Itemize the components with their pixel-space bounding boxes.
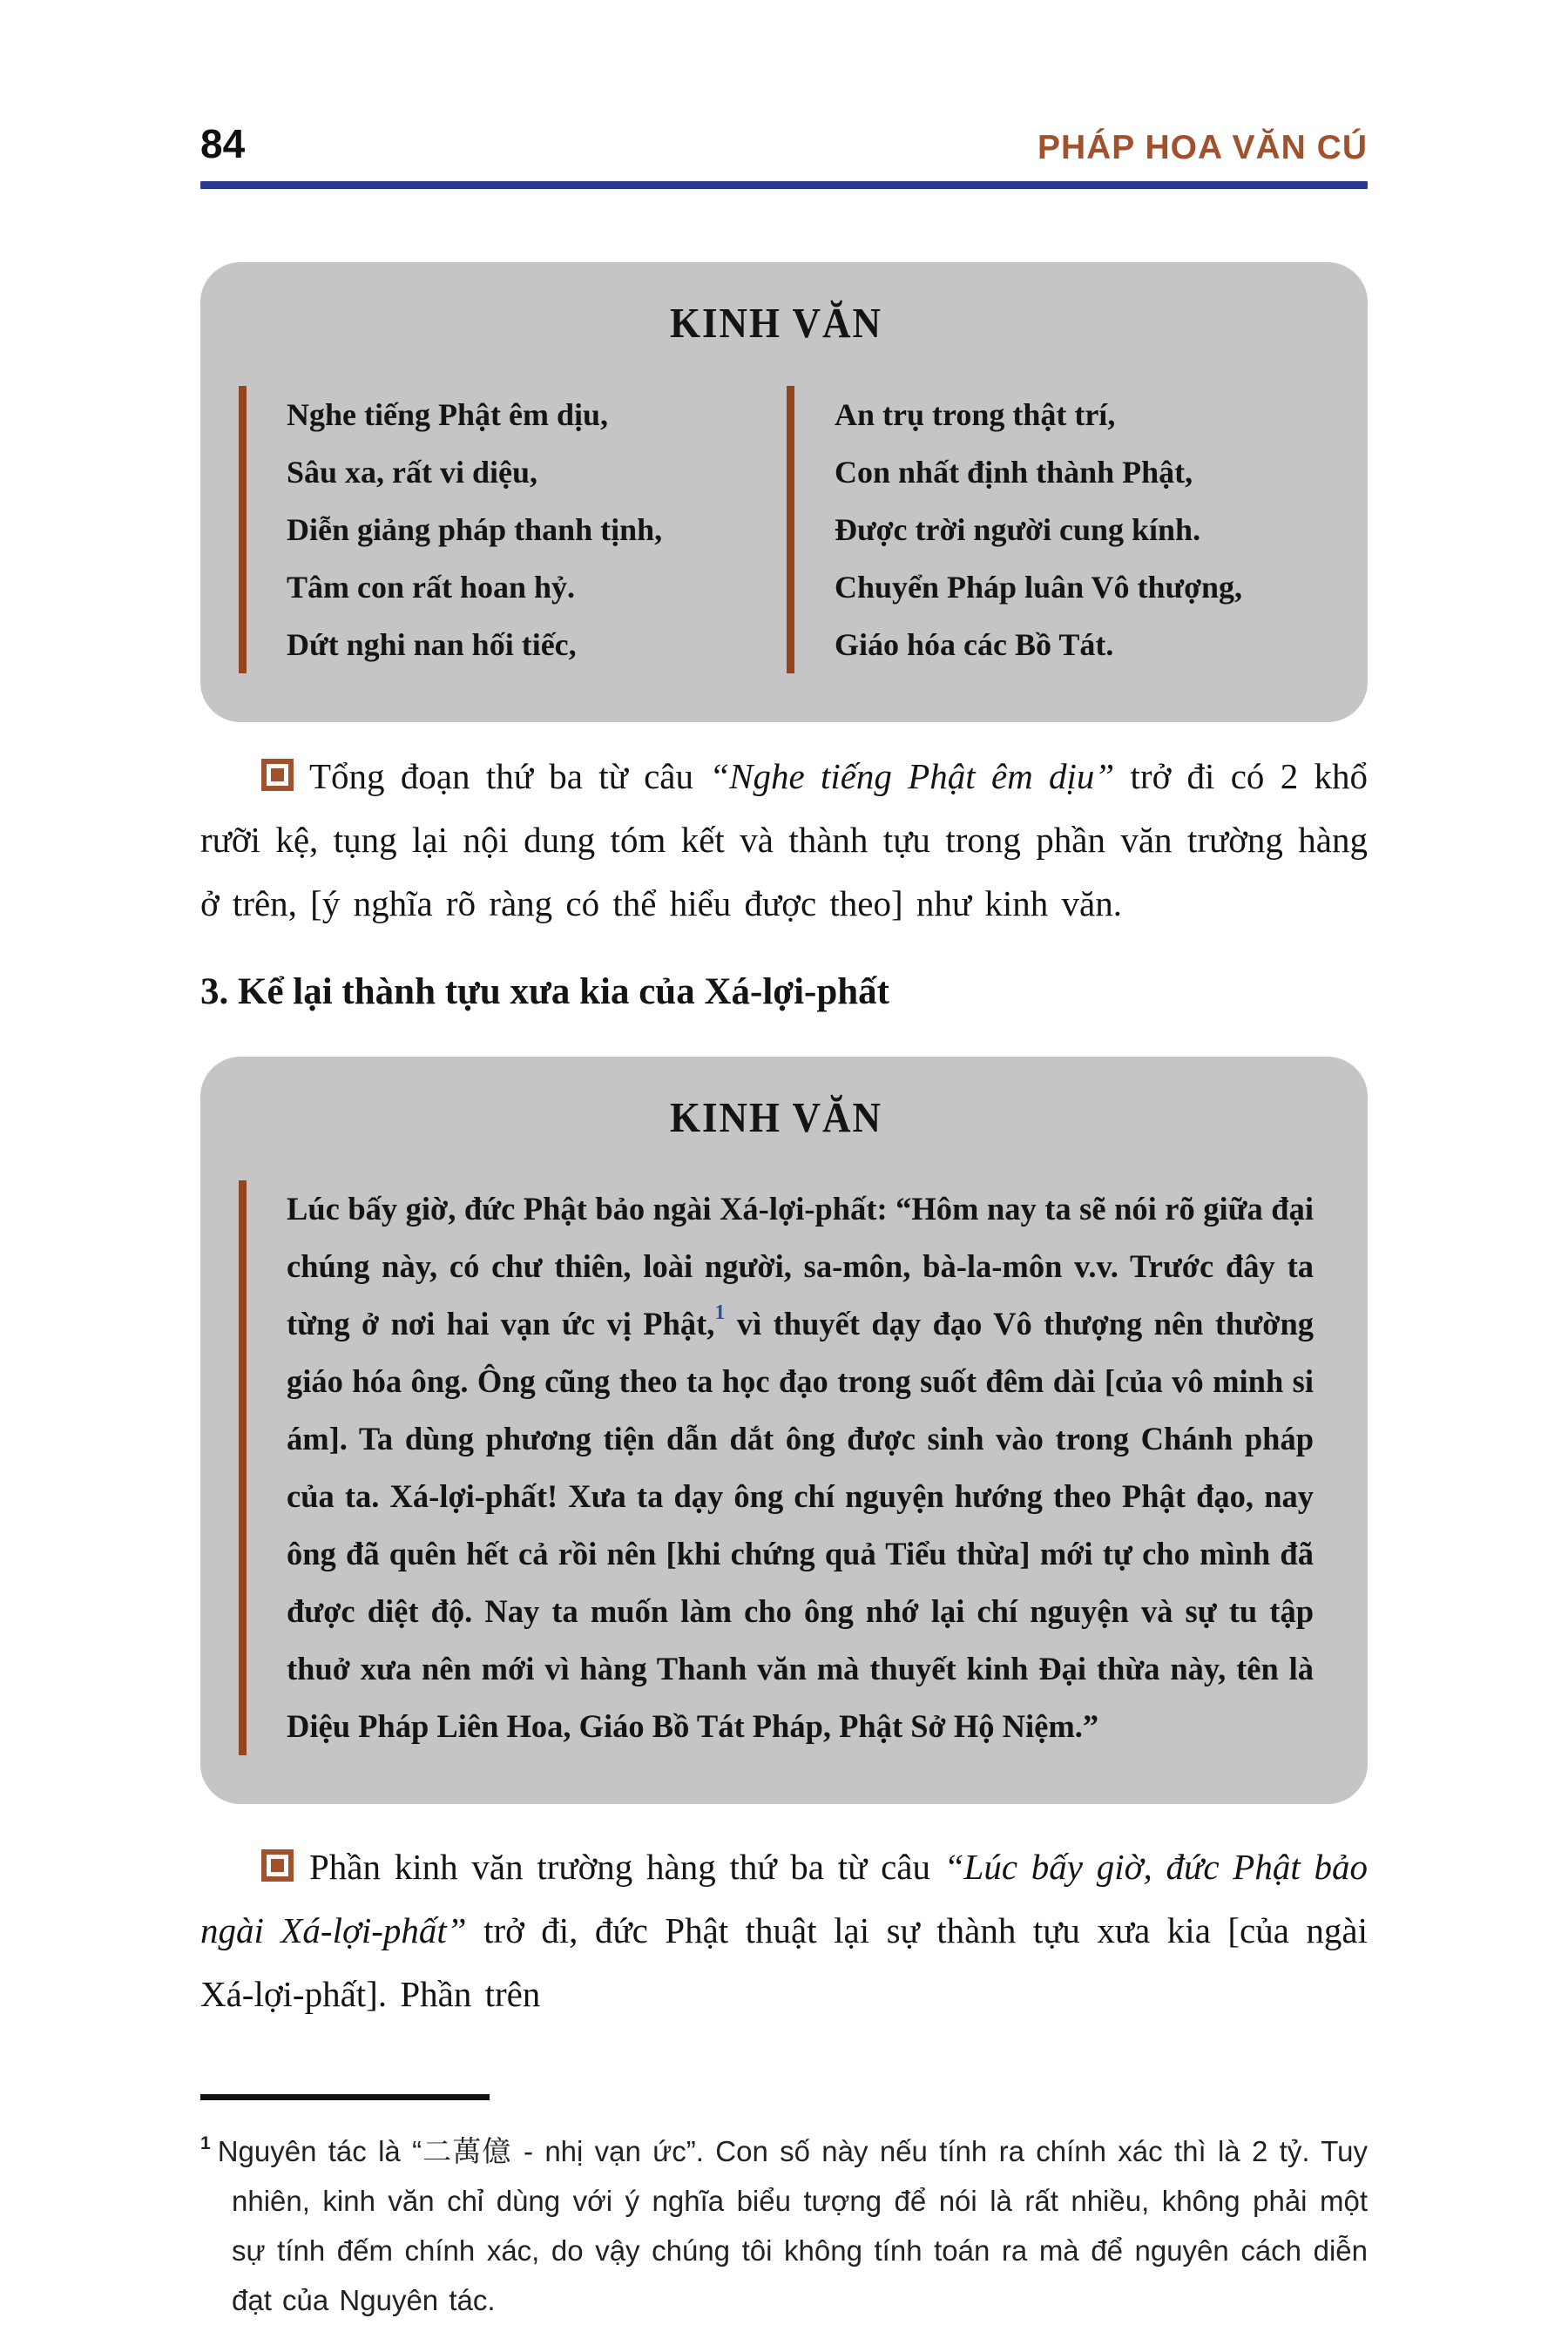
verse-line: Chuyển Pháp luân Vô thượng, [835,570,1243,605]
footnote-1-text: Nguyên tác là “二萬億 - nhị vạn ức”. Con số này nếu tính ra chính xác thì là 2 tỷ. Tuy nhiên, kinh văn chỉ dùng với ý nghĩa biểu tượng để nói là rất nhiều, không phải một sự tính đếm chính xác, do vậy chúng tôi không tính toán ra mà để nguyên cách diễn đạt của Nguyên tác. [217,2135,1368,2316]
verse-line: An trụ trong thật trí, [835,397,1116,432]
verse-line: Tâm con rất hoan hỷ. [287,570,576,605]
square-bullet-icon [261,759,294,791]
verse-line: Sâu xa, rất vi diệu, [287,455,538,490]
footnote-1 [200,2126,1368,2325]
verse-columns [239,386,1314,673]
header-rule [200,181,1368,189]
kinh-van-box-prose [200,1057,1368,1804]
verse-line: Diễn giảng pháp thanh tịnh, [287,512,663,547]
verse-line: Nghe tiếng Phật êm dịu, [287,397,608,432]
kinh-van-box-verse [200,262,1368,722]
kinh-van-title: KINH VĂN [670,300,882,347]
square-bullet-icon [261,1849,294,1882]
kinh-van-title: KINH VĂN [670,1094,882,1141]
footnote-1-marker: 1 [200,2133,211,2153]
verse-line: Giáo hóa các Bồ Tát. [835,627,1114,662]
footnote-area [200,2094,1368,2325]
commentary-paragraph-1-text: Tổng đoạn thứ ba từ câu “Nghe tiếng Phật êm dịu” trở đi có 2 khổ rưỡi kệ, tụng lại nội dung tóm kết và thành tựu trong phần văn trường hàng ở trên, [ý nghĩa rõ ràng có thể hiểu được theo] như kinh văn. [200,756,1368,923]
running-header [200,120,1368,167]
verse-column-left [239,386,766,673]
verse-column-right [787,386,1314,673]
commentary-paragraph-2 [200,1835,1368,2026]
page-number: 84 [200,121,246,166]
commentary-paragraph-2-text: Phần kinh văn trường hàng thứ ba từ câu “Lúc bấy giờ, đức Phật bảo ngài Xá-lợi-phất” trở đi, đức Phật thuật lại sự thành tựu xưa kia [của ngài Xá-lợi-phất]. Phần trên [200,1847,1368,2014]
verse-line: Con nhất định thành Phật, [835,455,1193,490]
section-heading: 3. Kể lại thành tựu xưa kia của Xá-lợi-phất [200,971,889,1012]
verse-line: Dứt nghi nan hối tiếc, [287,627,577,662]
running-title: PHÁP HOA VĂN CÚ [1037,129,1368,166]
footnote-separator-rule [200,2094,490,2100]
sutra-prose-text: Lúc bấy giờ, đức Phật bảo ngài Xá-lợi-phất: “Hôm nay ta sẽ nói rõ giữa đại chúng này, có chư thiên, loài người, sa-môn, bà-la-môn v.v. Trước đây ta từng ở nơi hai vạn ức vị Phật,$^1$ vì thuyết dạy đạo Vô thượng nên thường giáo hóa ông. Ông cũng theo ta học đạo trong suốt đêm dài [của vô minh si ám]. Ta dùng phương tiện dẫn dắt ông được sinh vào trong Chánh pháp của ta. Xá-lợi-phất! Xưa ta dạy ông chí nguyện hướng theo Phật đạo, nay ông đã quên hết cả rồi nên [khi chứng quả Tiểu thừa] mới tự cho mình đã được diệt độ. Nay ta muốn làm cho ông nhớ lại chí nguyện và sự tu tập thuở xưa nên mới vì hàng Thanh văn mà thuyết kinh Đại thừa này, tên là Diệu Pháp Liên Hoa, Giáo Bồ Tát Pháp, Phật Sở Hộ Niệm.” [239,1180,1314,1755]
commentary-paragraph-1 [200,745,1368,936]
verse-line: Được trời người cung kính. [835,512,1201,547]
